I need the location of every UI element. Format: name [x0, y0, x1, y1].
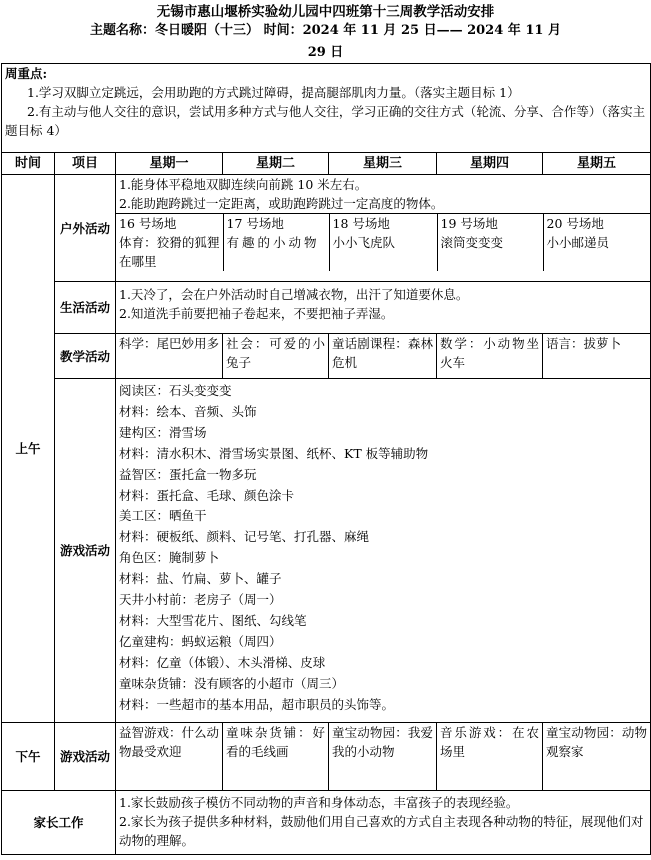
teaching-tue: 社会：可爱的小兔子: [223, 334, 329, 379]
weekly-focus-label: 周重点:: [5, 66, 48, 81]
outdoor-day-wed: [329, 214, 437, 272]
game-line: 材料：蛋托盒、毛球、颜色涂卡: [119, 487, 295, 503]
game-line: 材料：盐、竹扁、萝卜、罐子: [119, 571, 282, 587]
outdoor-activity: 小小邮递员: [546, 235, 610, 250]
life-row: [2, 282, 651, 334]
afternoon-row: [2, 723, 651, 791]
game-row: [2, 379, 651, 723]
schedule-table: [1, 63, 651, 855]
col-header-time: 时间: [2, 153, 55, 175]
game-label: 游戏活动: [55, 379, 116, 723]
afternoon-wed: 童宝动物园：我爱我的小动物: [329, 723, 437, 791]
outdoor-activity: 小小飞虎队: [332, 235, 396, 250]
site-label: 20 号场地: [546, 216, 604, 231]
afternoon-fri: 童宝动物园：动物观察家: [543, 723, 651, 791]
col-header-tuesday: 星期二: [223, 153, 329, 175]
life-cell: [116, 282, 651, 334]
column-header-row: [2, 153, 651, 175]
theme-and-date-line: 主题名称：冬日暖阳（十三） 时间：2024 年 11 月 25 日—— 2024 年 11 月: [90, 23, 561, 38]
outdoor-day-mon: [116, 214, 223, 272]
afternoon-label: 下午: [2, 723, 55, 791]
outdoor-activity: 滚筒变变变: [440, 235, 504, 250]
teaching-label: 教学活动: [55, 334, 116, 379]
outdoor-goal: 2.能助跑跨跳过一定距离，或助跑跨跳过一定高度的物体。: [119, 196, 444, 211]
date-end: 29 日: [307, 45, 344, 60]
parents-item: 1.家长鼓励孩子模仿不同动物的声音和身体动态，丰富孩子的表现经验。: [119, 795, 519, 810]
document-title: 无锡市惠山堰桥实验幼儿园中四班第十三周教学活动安排: [156, 4, 495, 20]
weekly-focus-item: 2.有主动与他人交往的意识，尝试用多种方式与他人交往，学习正确的交往方式（轮流、分享、合作等）（落实主题目标 4）: [5, 104, 646, 138]
teaching-fri: 语言：拔萝卜: [543, 334, 651, 379]
game-line: 材料：硬板纸、颜料、记号笔、打孔器、麻绳: [119, 529, 370, 545]
game-line: 童味杂货铺：没有顾客的小超市（周三）: [119, 675, 345, 691]
teaching-thu: 数学：小动物坐火车: [437, 334, 543, 379]
game-cell: [116, 379, 651, 723]
life-label: 生活活动: [55, 282, 116, 334]
afternoon-tue: 童味杂货铺：好看的毛线画: [223, 723, 329, 791]
game-line: 阅读区：石头变变变: [119, 383, 232, 398]
teaching-mon: 科学：尾巴妙用多: [116, 334, 223, 379]
morning-label: 上午: [2, 175, 55, 723]
game-line: 天井小村前：老房子（周一）: [119, 592, 282, 608]
outdoor-day-tue: [223, 214, 329, 272]
afternoon-game-label: 游戏活动: [55, 723, 116, 791]
parents-item: 2.家长为孩子提供多种材料，鼓励他们用自己喜欢的方式自主表现各种动物的特征，展现他们对动物的理解。: [119, 814, 644, 848]
col-header-thursday: 星期四: [437, 153, 543, 175]
parents-cell: [116, 791, 651, 855]
site-label: 18 号场地: [332, 216, 390, 231]
teaching-wed: 童话剧课程：森林危机: [329, 334, 437, 379]
afternoon-mon: 益智游戏：什么动物最受欢迎: [116, 723, 223, 791]
weekly-focus-row: [2, 64, 651, 153]
life-item: 1.天冷了，会在户外活动时自己增减衣物，出汗了知道要休息。: [119, 287, 469, 302]
col-header-item: 项目: [55, 153, 116, 175]
game-line: 材料：大型雪花片、图纸、勾线笔: [119, 612, 307, 628]
outdoor-cell: [116, 175, 651, 282]
game-line: 材料：绘本、音频、头饰: [119, 403, 257, 419]
game-line: 角色区：腌制萝卜: [119, 550, 220, 566]
game-line: 材料：清水积木、滑雪场实景图、纸杯、KT 板等辅助物: [119, 445, 429, 461]
site-label: 16 号场地: [119, 216, 177, 231]
outdoor-goal: 1.能身体平稳地双脚连续向前跳 10 米左右。: [119, 177, 368, 192]
outdoor-days: [116, 213, 651, 271]
col-header-friday: 星期五: [543, 153, 651, 175]
outdoor-row: [2, 175, 651, 282]
col-header-monday: 星期一: [116, 153, 223, 175]
outdoor-activity: 体育：狡猾的狐狸在哪里: [119, 235, 220, 269]
weekly-focus-item: 1.学习双脚立定跳远，会用助跑的方式跳过障碍，提高腿部肌肉力量。（落实主题目标 1）: [27, 85, 520, 100]
col-header-wednesday: 星期三: [329, 153, 437, 175]
game-line: 材料：一些超市的基本用品，超市职员的头饰等。: [119, 696, 395, 712]
parents-row: [2, 791, 651, 855]
life-item: 2.知道洗手前要把袖子卷起来，不要把袖子弄湿。: [119, 306, 394, 321]
site-label: 19 号场地: [440, 216, 498, 231]
outdoor-label: 户外活动: [55, 175, 116, 282]
game-line: 益智区：蛋托盒一物多玩: [119, 466, 257, 482]
afternoon-thu: 音乐游戏：在农场里: [437, 723, 543, 791]
game-line: 建构区：滑雪场: [119, 424, 207, 440]
outdoor-day-thu: [437, 214, 543, 272]
outdoor-activity: 有趣的小动物: [226, 235, 320, 250]
game-line: 亿童建构：蚂蚁运粮（周四）: [119, 633, 282, 649]
game-line: 美工区：晒鱼干: [119, 508, 207, 524]
outdoor-day-fri: [543, 214, 651, 272]
weekly-focus-cell: [2, 64, 651, 153]
teaching-row: [2, 334, 651, 379]
game-line: 材料：亿童（体锻）、木头滑梯、皮球: [119, 654, 326, 670]
site-label: 17 号场地: [226, 216, 284, 231]
parents-label: 家长工作: [2, 791, 116, 855]
